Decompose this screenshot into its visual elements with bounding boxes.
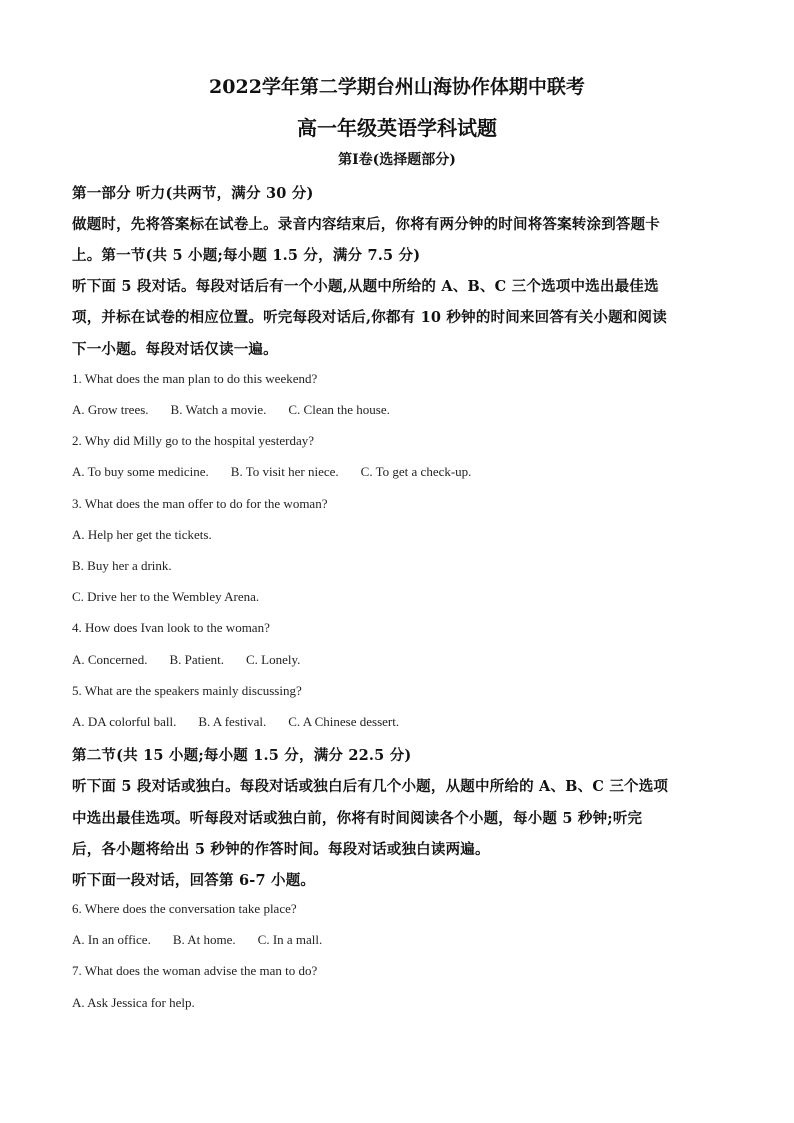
- question-1-stem: 1. What does the man plan to do this weekend?: [72, 371, 318, 386]
- option-b: B. Patient.: [169, 652, 224, 667]
- option-b: B. A festival.: [198, 714, 267, 729]
- option-a: A. DA colorful ball.: [72, 714, 177, 729]
- option-c: C. A Chinese dessert.: [288, 714, 400, 729]
- question-7-stem: 7. What does the woman advise the man to do?: [72, 963, 318, 978]
- question-2-options: [72, 464, 493, 480]
- question-2-stem: 2. Why did Milly go to the hospital yesterday?: [72, 433, 315, 448]
- option-a: A. Concerned.: [72, 652, 148, 667]
- section1-instructions-line3: 下一小题。每段对话仅读一遍。: [72, 341, 278, 358]
- section2-heading: 第二节(共 15 小题;每小题 1.5 分，满分 22.5 分): [72, 747, 412, 764]
- option-c: C. Clean the house.: [288, 402, 390, 417]
- section1-instructions-line1: 听下面 5 段对话。每段对话后有一个小题,从题中所给的 A、B、C 三个选项中选出最佳选: [72, 278, 659, 295]
- question-6-options: [72, 932, 344, 948]
- exam-subtitle: 高一年级英语学科试题: [297, 116, 497, 140]
- question-5-stem: 5. What are the speakers mainly discussing?: [72, 683, 302, 698]
- question-3-option-a: A. Help her get the tickets.: [72, 527, 212, 542]
- option-c: C. Lonely.: [245, 652, 301, 667]
- question-6-stem: 6. Where does the conversation take place?: [72, 901, 297, 916]
- option-a: A. To buy some medicine.: [72, 464, 209, 479]
- exam-title: 2022学年第二学期台州山海协作体期中联考: [209, 76, 585, 98]
- question-4-options: [72, 652, 322, 668]
- section2-prompt: 听下面一段对话，回答第 6-7 小题。: [72, 872, 316, 889]
- option-c: C. In a mall.: [257, 932, 323, 947]
- option-b: B. To visit her niece.: [230, 464, 339, 479]
- part1-heading: 第一部分 听力(共两节，满分 30 分): [72, 185, 314, 202]
- question-1-options: [72, 402, 412, 418]
- question-7-option-a: A. Ask Jessica for help.: [72, 995, 195, 1010]
- section2-instructions-line1: 听下面 5 段对话或独白。每段对话或独白后有几个小题，从题中所给的 A、B、C 三个选项: [72, 778, 669, 795]
- option-a: A. In an office.: [72, 932, 151, 947]
- question-3-option-b: B. Buy her a drink.: [72, 558, 172, 573]
- part1-instructions-line2: 上。第一节(共 5 小题;每小题 1.5 分，满分 7.5 分): [72, 247, 421, 264]
- volume-label: 第Ⅰ卷(选择题部分): [338, 152, 456, 168]
- part1-instructions-line1: 做题时，先将答案标在试卷上。录音内容结束后，你将有两分钟的时间将答案转涂到答题卡: [72, 216, 660, 233]
- option-b: B. At home.: [172, 932, 236, 947]
- question-4-stem: 4. How does Ivan look to the woman?: [72, 620, 270, 635]
- question-3-option-c: C. Drive her to the Wembley Arena.: [72, 589, 260, 604]
- option-b: B. Watch a movie.: [170, 402, 267, 417]
- section1-instructions-line2: 项，并标在试卷的相应位置。听完每段对话后,你都有 10 秒钟的时间来回答有关小题和阅读: [72, 309, 667, 326]
- option-a: A. Grow trees.: [72, 402, 149, 417]
- section2-instructions-line3: 后，各小题将给出 5 秒钟的作答时间。每段对话或独白读两遍。: [72, 841, 490, 858]
- section2-instructions-line2: 中选出最佳选项。听每段对话或独白前，你将有时间阅读各个小题，每小题 5 秒钟;听完: [72, 810, 643, 827]
- option-c: C. To get a check-up.: [360, 464, 472, 479]
- question-5-options: [72, 714, 421, 730]
- question-3-stem: 3. What does the man offer to do for the woman?: [72, 496, 328, 511]
